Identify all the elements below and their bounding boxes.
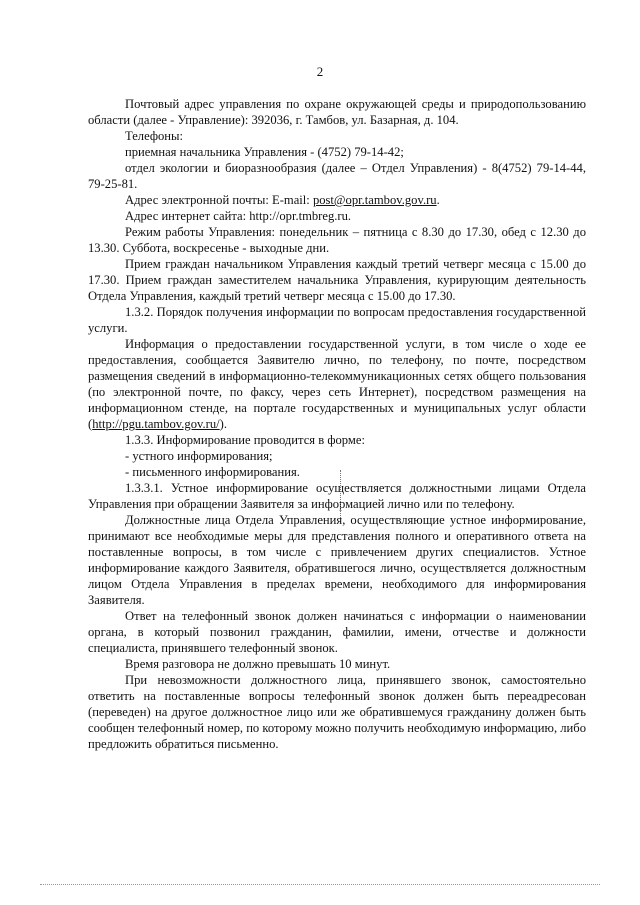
page-number: 2 bbox=[316, 64, 324, 79]
phone-answer-paragraph: Ответ на телефонный звонок должен начинаться с информации о наименовании органа, в который позвонил гражданин, фамилии, имени, отчестве и должности специалиста, принявшего телефонный звонок. bbox=[88, 609, 586, 655]
talk-time-line: Время разговора не должно превышать 10 минут. bbox=[125, 657, 391, 671]
email-label: Адрес электронной почты: E-mail: bbox=[125, 193, 313, 207]
officials-paragraph: Должностные лица Отдела Управления, осуществляющие устное информирование, принимают все необходимые меры для представления полного и оперативного ответа на поставленные вопросы, в том числе с привлечением других специалистов. Устное информирование каждого Заявителя, обратившегося лично, осуществляется должностным лицом Отдела Управления в пределах времени, необходимого для информирования Заявителя. bbox=[88, 513, 586, 607]
section-1-3-3: 1.3.3. Информирование проводится в форме: bbox=[125, 433, 365, 447]
phones-heading: Телефоны: bbox=[125, 129, 183, 143]
info-text: Информация о предоставлении государственной услуги, в том числе о ходе ее предоставления, сообщается Заявителю лично, по телефону, по почте, посредством размещения сведений в информационно-телекоммуникационных сетях общего пользования (по электронной почте, по факсу, через сеть Интернет), посредством размещения на информационном стенде, на портале государственных и муниципальных услуг области ( bbox=[88, 337, 586, 431]
scan-artifact-line bbox=[340, 470, 341, 518]
email-link[interactable]: post@opr.tambov.gov.ru bbox=[312, 193, 437, 207]
postal-address-paragraph: Почтовый адрес управления по охране окружающей среды и природопользованию области (далее - Управление): 392036, г. Тамбов, ул. Базарная, д. 104. bbox=[88, 97, 586, 127]
reception-citizens-paragraph: Прием граждан начальником Управления каждый третий четверг месяца с 15.00 до 17.30. Прием граждан заместителем начальника Управления, курирующим деятельность Отдела Управления, каждый третий четверг месяца с 15.00 до 17.30. bbox=[88, 257, 586, 303]
portal-link[interactable]: http://pgu.tambov.gov.ru/ bbox=[92, 417, 220, 431]
form-item-written: - письменного информирования. bbox=[125, 465, 300, 479]
info-paragraph bbox=[88, 336, 586, 432]
section-1-3-2: 1.3.2. Порядок получения информации по вопросам предоставления государственной услуги. bbox=[88, 305, 586, 335]
phone-department: отдел экологии и биоразнообразия (далее – Отдел Управления) - 8(4752) 79-14-44, 79-25-81. bbox=[88, 161, 586, 191]
document-body bbox=[88, 96, 586, 752]
website-line: Адрес интернет сайта: http://opr.tmbreg.ru. bbox=[125, 209, 352, 223]
section-1-3-3-1: 1.3.3.1. Устное информирование осуществляется должностными лицами Отдела Управления при обращении Заявителя за информацией лично или по телефону. bbox=[88, 481, 586, 511]
impossibility-paragraph: При невозможности должностного лица, принявшего звонок, самостоятельно ответить на поставленные вопросы телефонный звонок должен быть переадресован (переведен) на другое должностное лицо или же обратившемуся гражданину должен быть сообщен телефонный номер, по которому можно получить необходимую информацию, либо предложить обратиться письменно. bbox=[88, 673, 586, 751]
work-hours-paragraph: Режим работы Управления: понедельник – пятница с 8.30 до 17.30, обед с 12.30 до 13.30. Суббота, воскресенье - выходные дни. bbox=[88, 225, 586, 255]
info-suffix: ). bbox=[219, 417, 227, 431]
form-item-oral: - устного информирования; bbox=[125, 449, 273, 463]
scan-bottom-edge bbox=[40, 884, 600, 885]
email-line bbox=[88, 192, 586, 208]
phone-reception: приемная начальника Управления - (4752) 79-14-42; bbox=[125, 145, 404, 159]
email-suffix: . bbox=[436, 193, 440, 207]
